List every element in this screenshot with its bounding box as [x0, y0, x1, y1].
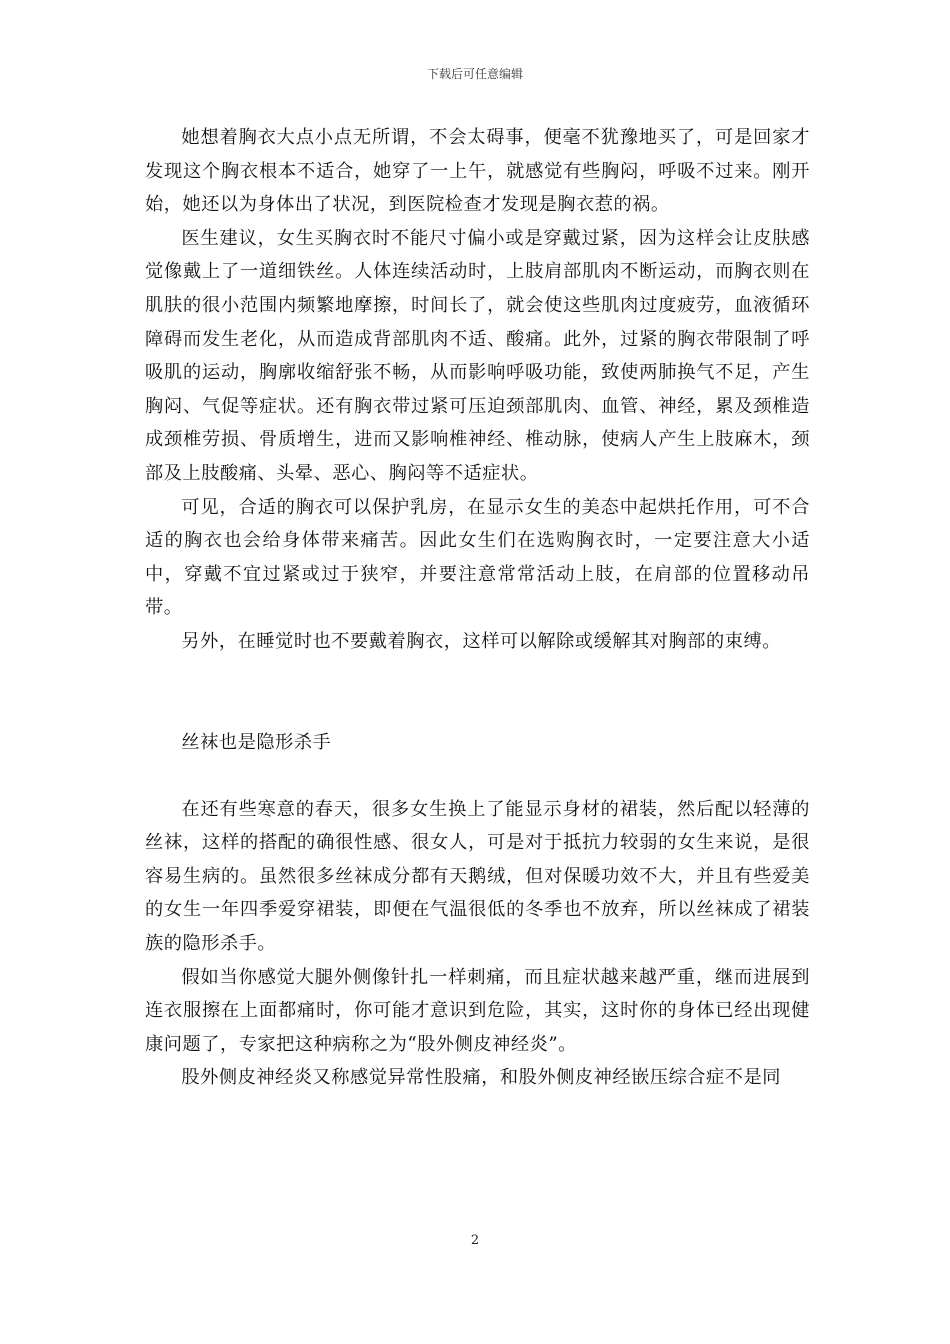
page-number: 2: [470, 1233, 480, 1248]
paragraph-7: 股外侧皮神经炎又称感觉异常性股痛，和股外侧皮神经嵌压综合症不是同: [181, 1067, 781, 1089]
section-heading: 丝袜也是隐形杀手: [181, 731, 332, 753]
paragraph-5: 在还有些寒意的春天，很多女生换上了能显示身材的裙装，然后配以轻薄的丝袜，这样的搭配的确很性感、很女人，可是对于抵抗力较弱的女生来说，是很容易生病的。虽然很多丝袜成分都有天鹅绒，但对保暖功效不大，并且有些爱美的女生一年四季爱穿裙装，即便在气温很低的冬季也不放弃，所以丝袜成了裙装族的隐形杀手。: [145, 798, 810, 955]
paragraph-1: 她想着胸衣大点小点无所谓，不会太碍事，便毫不犹豫地买了，可是回家才发现这个胸衣根本不适合，她穿了一上午，就感觉有些胸闷，呼吸不过来。刚开始，她还以为身体出了状况，到医院检查才发现是胸衣惹的祸。: [145, 127, 810, 216]
page-header-note: 下载后可任意编辑: [426, 67, 523, 81]
paragraph-2: 医生建议，女生买胸衣时不能尺寸偏小或是穿戴过紧，因为这样会让皮肤感觉像戴上了一道细铁丝。人体连续活动时，上肢肩部肌肉不断运动，而胸衣则在肌肤的很小范围内频繁地摩擦，时间长了，就会使这些肌肉过度疲劳，血液循环障碍而发生老化，从而造成背部肌肉不适、酸痛。此外，过紧的胸衣带限制了呼吸肌的运动，胸廓收缩舒张不畅，从而影响呼吸功能，致使两肺换气不足，产生胸闷、气促等症状。还有胸衣带过紧可压迫颈部肌肉、血管、神经，累及颈椎造成颈椎劳损、骨质增生，进而又影响椎神经、椎动脉，使病人产生上肢麻木，颈部及上肢酸痛、头晕、恶心、胸闷等不适症状。: [145, 227, 810, 484]
document-body: [145, 121, 810, 1095]
paragraph-3: 可见，合适的胸衣可以保护乳房，在显示女生的美态中起烘托作用，可不合适的胸衣也会给身体带来痛苦。因此女生们在选购胸衣时，一定要注意大小适中，穿戴不宜过紧或过于狭窄，并要注意常常活动上肢，在肩部的位置移动吊带。: [145, 496, 810, 619]
paragraph-6: 假如当你感觉大腿外侧像针扎一样刺痛，而且症状越来越严重，继而进展到连衣服擦在上面都痛时，你可能才意识到危险，其实，这时你的身体已经出现健康问题了，专家把这种病称之为“股外侧皮神经炎”。: [145, 966, 810, 1055]
paragraph-4: 另外，在睡觉时也不要戴着胸衣，这样可以解除或缓解其对胸部的束缚。: [181, 630, 781, 652]
